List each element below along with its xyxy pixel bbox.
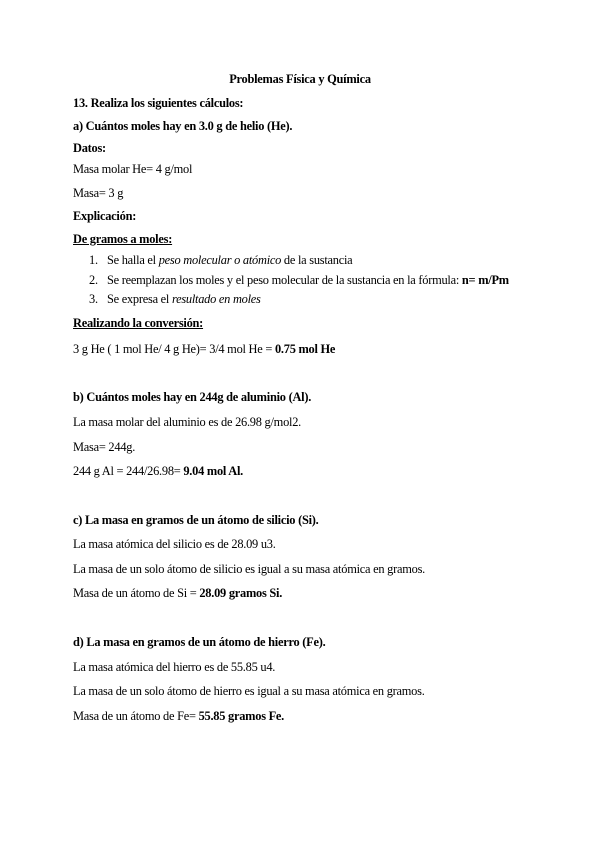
part-a-calculation — [73, 342, 335, 357]
step-number: 3. — [89, 292, 98, 306]
step-emphasis: resultado en moles — [171, 292, 261, 306]
masa-molar-he: Masa molar He= 4 g/mol — [73, 162, 193, 176]
steps-list — [73, 253, 509, 312]
list-item — [73, 273, 509, 293]
step-number: 2. — [89, 272, 98, 287]
part-c-question: c) La masa en gramos de un átomo de silicio (Si). — [73, 513, 319, 527]
calc-result: 9.04 mol Al. — [183, 464, 244, 478]
calc-result: 28.09 gramos Si. — [199, 586, 283, 600]
conversion-label: Realizando la conversión: — [73, 316, 204, 330]
calc-text: 3 g He ( 1 mol He/ 4 g He)= 3/4 mol He = — [73, 342, 275, 356]
part-b-question: b) Cuántos moles hay en 244g de aluminio (Al). — [73, 390, 312, 404]
step-text: Se halla el — [107, 253, 159, 267]
part-d-line1: La masa atómica del hierro es de 55.85 u4. — [73, 660, 276, 674]
part-c-line2: La masa de un solo átomo de silicio es igual a su masa atómica en gramos. — [73, 562, 425, 576]
part-d-calculation — [73, 709, 284, 724]
list-item — [73, 292, 509, 312]
part-b-line2: Masa= 244g. — [73, 440, 136, 454]
part-d-line2: La masa de un solo átomo de hierro es igual a su masa atómica en gramos. — [73, 684, 425, 698]
explicacion-label: Explicación: — [73, 209, 137, 223]
step-text: Se reemplazan los moles y el peso molecular de la sustancia en la fórmula: — [107, 272, 462, 287]
list-item — [73, 253, 509, 273]
exercise-header: 13. Realiza los siguientes cálculos: — [73, 96, 244, 110]
document-title: Problemas Física y Química — [229, 72, 371, 86]
masa-he: Masa= 3 g — [73, 186, 124, 200]
calc-text: Masa de un átomo de Fe= — [73, 709, 199, 723]
step-emphasis: peso molecular o atómico — [158, 253, 282, 267]
part-c-calculation — [73, 586, 282, 601]
calc-result: 0.75 mol He — [274, 342, 336, 356]
part-c-line1: La masa atómica del silicio es de 28.09 u3. — [73, 537, 276, 551]
step-number: 1. — [89, 253, 98, 267]
calc-text: 244 g Al = 244/26.98= — [73, 464, 184, 478]
step-text: Se expresa el — [107, 292, 172, 306]
calc-text: Masa de un átomo de Si = — [73, 586, 200, 600]
formula: n= m/Pm — [461, 272, 509, 287]
part-a-question: a) Cuántos moles hay en 3.0 g de helio (He). — [73, 119, 293, 133]
part-d-question: d) La masa en gramos de un átomo de hierro (Fe). — [73, 635, 326, 649]
datos-label: Datos: — [73, 141, 106, 155]
part-b-line1: La masa molar del aluminio es de 26.98 g/mol2. — [73, 415, 301, 429]
part-b-calculation — [73, 464, 243, 479]
calc-result: 55.85 gramos Fe. — [198, 709, 285, 723]
step-text-end: de la sustancia — [281, 253, 353, 267]
de-gramos-a-moles-label: De gramos a moles: — [73, 232, 173, 246]
